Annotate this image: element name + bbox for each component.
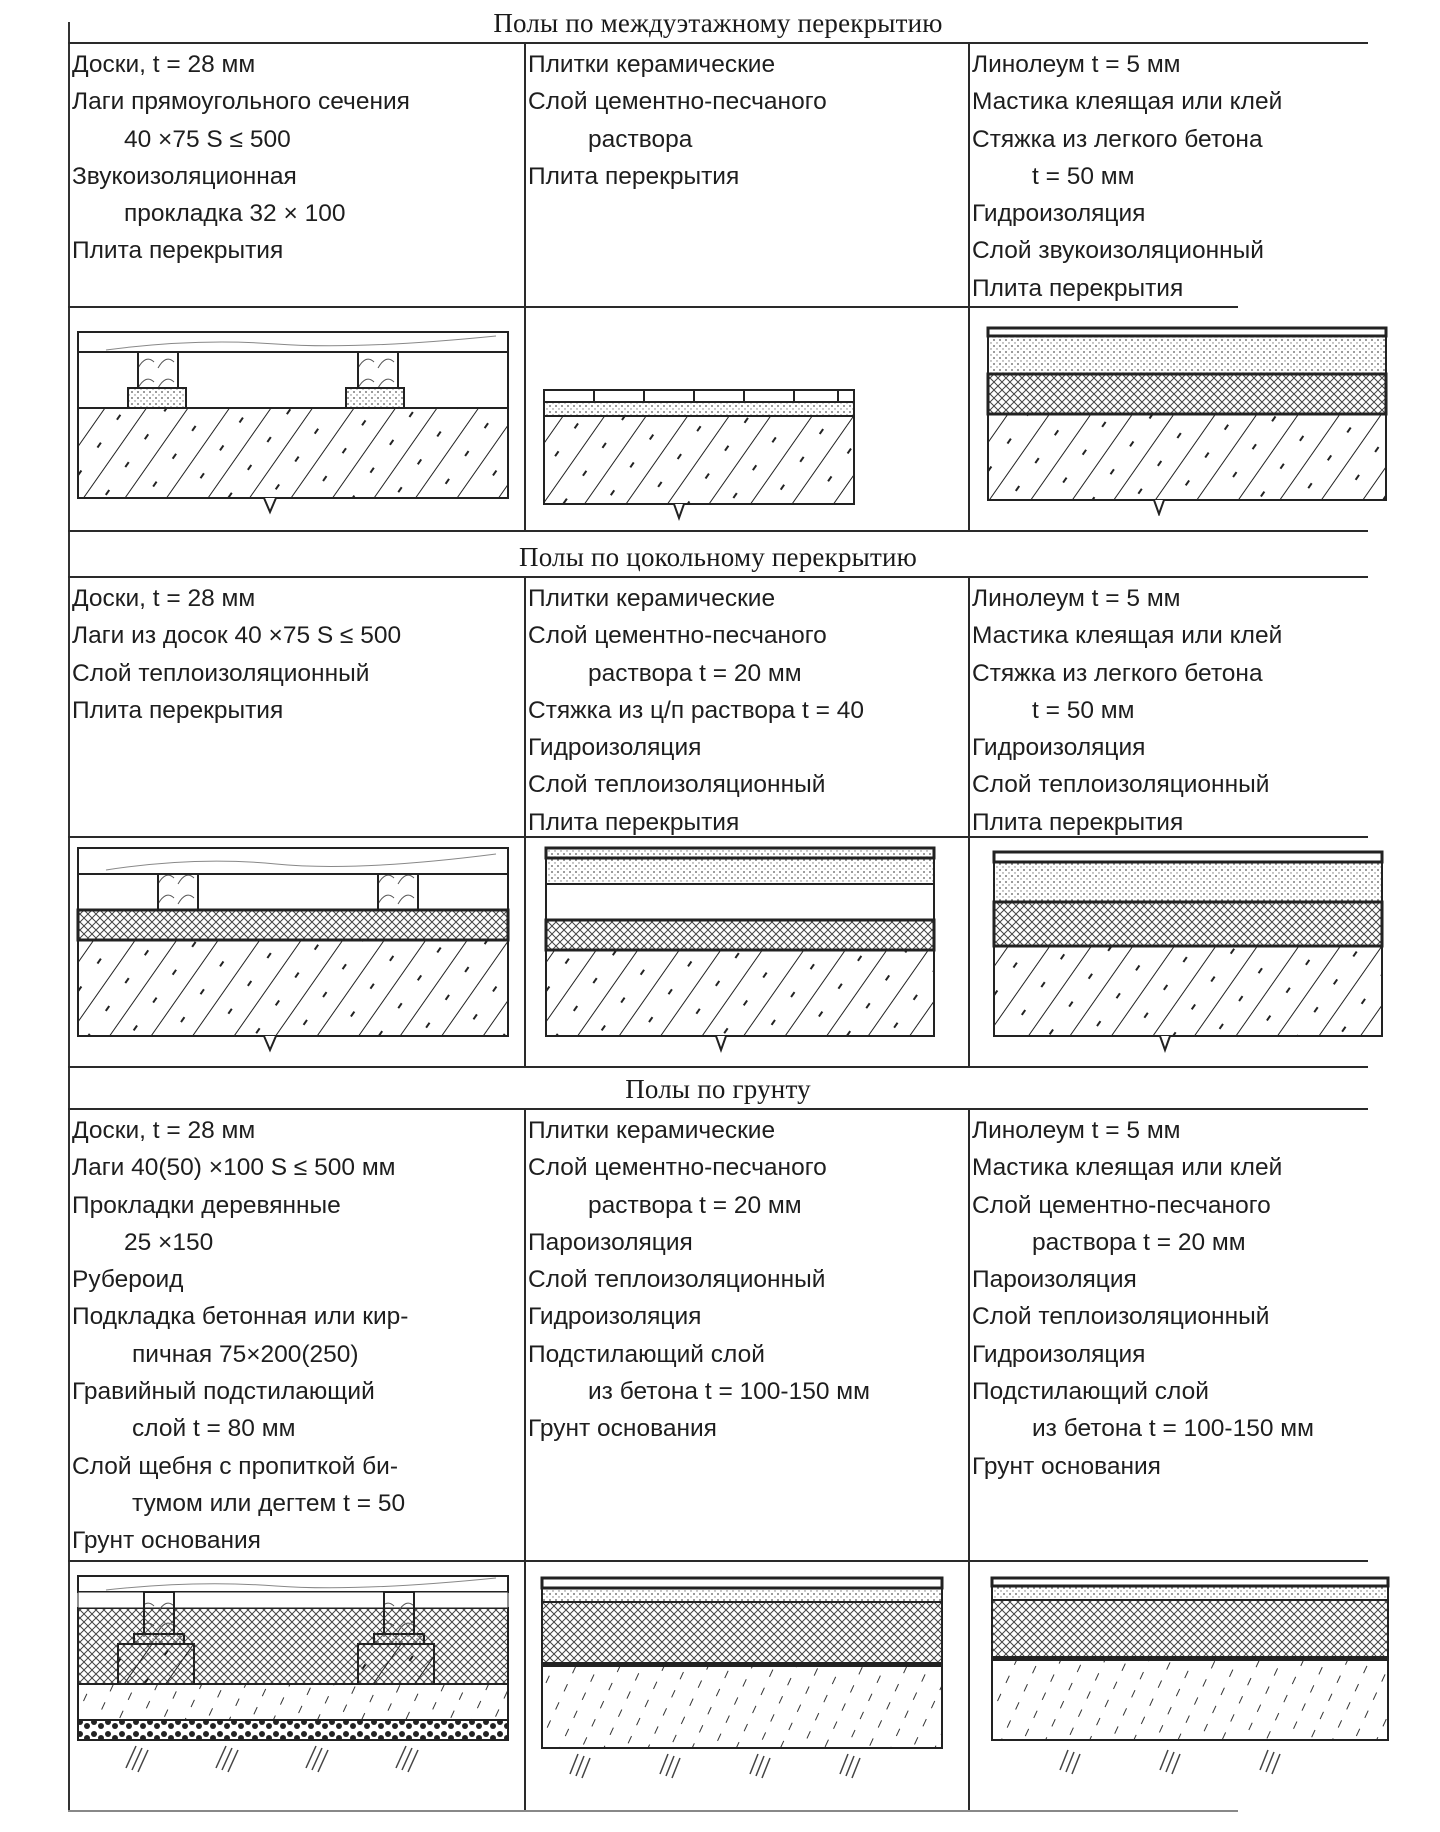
layer-text: Мастика клеящая или клей: [972, 622, 1283, 650]
divider: [68, 42, 1368, 44]
layer-text: Слой теплоизоляционный: [528, 771, 826, 799]
layer-text: Гидроизоляция: [528, 734, 702, 762]
layer-text: Плитки керамические: [528, 1117, 776, 1144]
layer-text: Подстилающий слой: [528, 1340, 765, 1368]
layer-text: слой t = 80 мм: [132, 1415, 296, 1443]
layer-text: из бетона t = 100-150 мм: [1032, 1415, 1314, 1443]
layer-text: Звукоизоляционная: [72, 162, 297, 190]
layer-text: Прокладки деревянные: [72, 1191, 341, 1219]
layer-text: Стяжка из легкого бетона: [972, 125, 1263, 153]
layer-text: Плитки керамические: [528, 585, 776, 612]
layer-list-s1-c2: [528, 46, 827, 195]
layer-list-s1-c1: [72, 46, 410, 270]
layer-text: Мастика клеящая или клей: [972, 1154, 1283, 1182]
layer-text: Слой цементно-песчаного: [528, 1154, 827, 1182]
layer-text: прокладка 32 × 100: [124, 200, 346, 228]
section-title-basement: Полы по цокольному перекрытию: [519, 542, 917, 572]
layer-text: Рубероид: [72, 1266, 184, 1294]
layer-text: Подстилающий слой: [972, 1378, 1209, 1406]
layer-text: Пароизоляция: [972, 1266, 1137, 1294]
column-divider: [968, 42, 970, 532]
layer-list-s1-c3: [972, 46, 1282, 307]
divider: [68, 1108, 1368, 1110]
column-divider: [524, 42, 526, 532]
layer-text: Слой теплоизоляционный: [972, 771, 1270, 799]
layer-text: Плита перекрытия: [528, 808, 740, 836]
layer-text: Слой цементно-песчаного: [528, 622, 827, 650]
layer-text: Плитки керамические: [528, 51, 776, 78]
layer-text: Лаги прямоугольного сечения: [72, 88, 410, 116]
ceramic-tile-floor-on-ground-icon: [530, 1574, 950, 1794]
layer-text: Грунт основания: [528, 1415, 717, 1443]
linoleum-floor-insulated-basement-slab-icon: [992, 850, 1392, 1060]
layer-text: Плита перекрытия: [972, 808, 1184, 836]
layer-text: Слой теплоизоляционный: [72, 659, 370, 687]
column-divider: [968, 1108, 970, 1812]
layer-list-s3-c3: [972, 1112, 1314, 1485]
layer-text: Слой теплоизоляционный: [528, 1266, 826, 1294]
wood-floor-on-ground-icon: [76, 1574, 516, 1794]
layer-text: Слой щебня с пропиткой би-: [72, 1452, 398, 1480]
layer-text: Линолеум t = 5 мм: [972, 51, 1181, 78]
layer-text: тумом или дегтем t = 50: [132, 1489, 406, 1517]
wood-floor-insulated-basement-slab-icon: [76, 846, 516, 1056]
layer-text: Слой цементно-песчаного: [528, 88, 827, 116]
layer-text: Стяжка из ц/п раствора t = 40: [528, 696, 865, 724]
layer-text: пичная 75×200(250): [132, 1340, 359, 1368]
layer-text: 25 ×150: [124, 1228, 214, 1256]
layer-text: Плита перекрытия: [528, 162, 740, 190]
section-title-on-ground: Полы по грунту: [625, 1074, 811, 1104]
layer-text: из бетона t = 100-150 мм: [588, 1378, 870, 1406]
layer-list-s2-c1: [72, 580, 401, 729]
layer-list-s2-c3: [972, 580, 1282, 841]
layer-text: раствора: [588, 125, 693, 153]
divider: [68, 1066, 1368, 1068]
layer-text: Плита перекрытия: [972, 274, 1184, 302]
layer-text: Подкладка бетонная или кир-: [72, 1303, 409, 1331]
layer-text: t = 50 мм: [1032, 696, 1135, 724]
divider: [68, 1560, 1368, 1562]
layer-text: раствора t = 20 мм: [588, 1191, 802, 1219]
layer-text: 40 ×75 S ≤ 500: [124, 125, 291, 153]
layer-text: Гидроизоляция: [972, 734, 1146, 762]
layer-text: Мастика клеящая или клей: [972, 88, 1283, 116]
ceramic-tile-floor-over-slab-icon: [542, 386, 862, 526]
layer-list-s3-c2: [528, 1112, 870, 1448]
linoleum-floor-over-slab-icon: [986, 326, 1396, 516]
table-left-border: [68, 22, 70, 1812]
layer-text: Слой теплоизоляционный: [972, 1303, 1270, 1331]
layer-text: Лаги из досок 40 ×75 S ≤ 500: [72, 622, 402, 650]
layer-text: Пароизоляция: [528, 1228, 693, 1256]
layer-text: раствора t = 20 мм: [588, 659, 802, 687]
ceramic-tile-floor-insulated-basement-slab-icon: [544, 846, 944, 1056]
layer-text: Лаги 40(50) ×100 S ≤ 500 мм: [72, 1154, 396, 1182]
layer-text: Плита перекрытия: [72, 237, 284, 265]
layer-text: Грунт основания: [972, 1452, 1161, 1480]
linoleum-floor-on-ground-icon: [990, 1574, 1400, 1794]
layer-list-s3-c1: [72, 1112, 408, 1560]
layer-text: Грунт основания: [72, 1527, 261, 1555]
layer-text: Доски, t = 28 мм: [72, 1117, 256, 1144]
section-title-interfloor: Полы по междуэтажному перекрытию: [493, 8, 943, 38]
layer-text: Плита перекрытия: [72, 696, 284, 724]
layer-text: Доски, t = 28 мм: [72, 51, 256, 78]
layer-text: Слой звукоизоляционный: [972, 237, 1264, 265]
column-divider: [524, 1108, 526, 1812]
divider: [68, 576, 1368, 578]
layer-text: Доски, t = 28 мм: [72, 585, 256, 612]
column-divider: [968, 576, 970, 1068]
divider: [68, 1810, 1238, 1812]
divider: [68, 530, 1368, 532]
layer-text: Гидроизоляция: [972, 1340, 1146, 1368]
layer-text: раствора t = 20 мм: [1032, 1228, 1246, 1256]
wood-floor-on-joists-over-slab-icon: [76, 330, 516, 520]
layer-text: Линолеум t = 5 мм: [972, 585, 1181, 612]
layer-list-s2-c2: [528, 580, 864, 841]
column-divider: [524, 576, 526, 1068]
layer-text: t = 50 мм: [1032, 162, 1135, 190]
layer-text: Стяжка из легкого бетона: [972, 659, 1263, 687]
layer-text: Гидроизоляция: [972, 200, 1146, 228]
layer-text: Гравийный подстилающий: [72, 1378, 375, 1406]
layer-text: Линолеум t = 5 мм: [972, 1117, 1181, 1144]
layer-text: Слой цементно-песчаного: [972, 1191, 1271, 1219]
layer-text: Гидроизоляция: [528, 1303, 702, 1331]
